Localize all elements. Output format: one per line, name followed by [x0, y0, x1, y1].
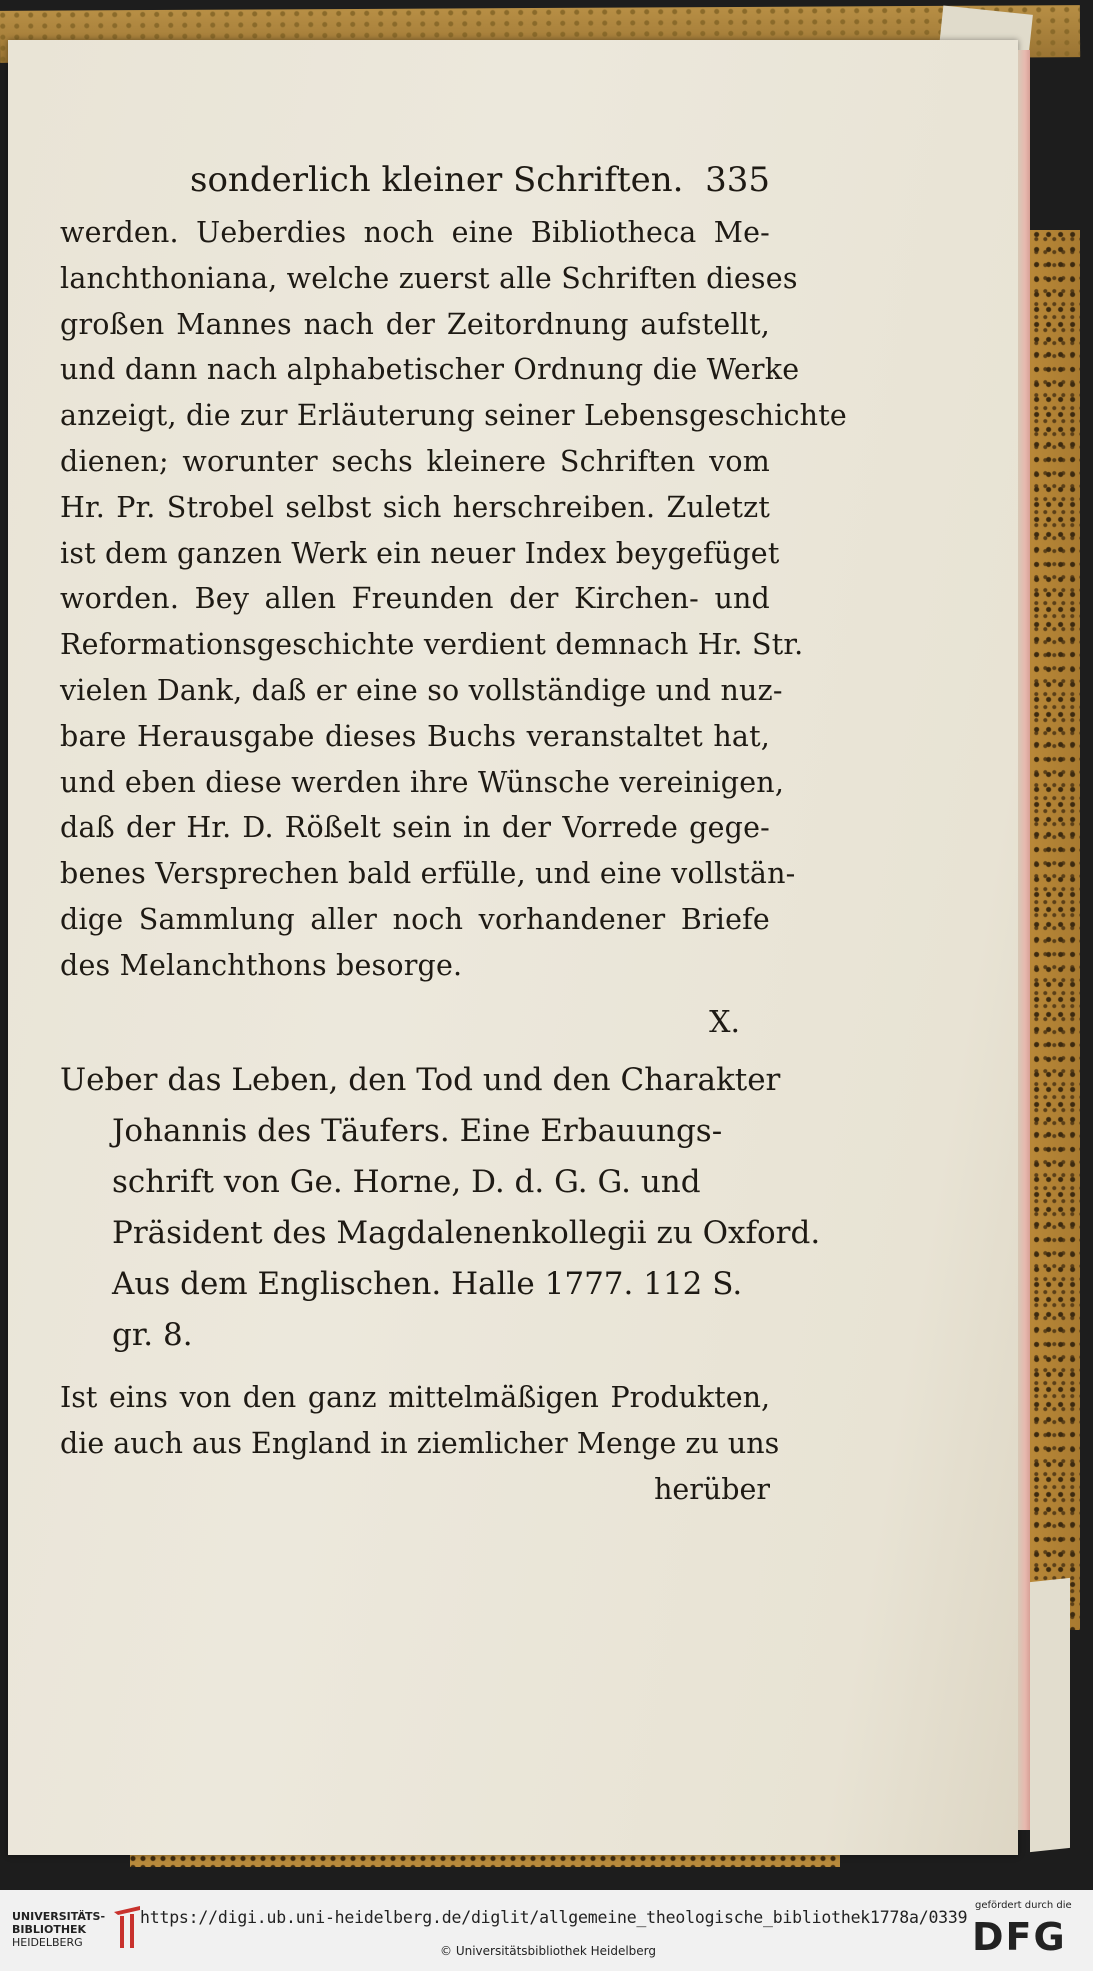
review-text	[60, 1375, 780, 1513]
entry-line: gr. 8.	[112, 1316, 193, 1353]
text-line: anzeigt, die zur Erläuterung seiner Lebensgeschichte	[60, 399, 847, 433]
entry-line: Präsident des Magdalenenkollegii zu Oxford.	[112, 1214, 821, 1251]
red-page-edge	[1018, 50, 1030, 1830]
library-name-line: UNIVERSITÄTS-	[12, 1910, 106, 1923]
library-name-line: HEIDELBERG	[12, 1936, 83, 1949]
copyright-notice: © Universitätsbibliothek Heidelberg	[440, 1944, 657, 1958]
entry-line: schrift von Ge. Horne, D. d. G. G. und	[112, 1163, 701, 1200]
text-line: ist dem ganzen Werk ein neuer Index beygefüget	[60, 536, 780, 570]
body-paragraph	[60, 210, 847, 989]
bibliographic-entry	[60, 1055, 821, 1361]
text-line: worden. Bey allen Freunden der Kirchen- und	[60, 582, 770, 616]
viewer-footer	[0, 1890, 1093, 1971]
catchword: herüber	[654, 1472, 770, 1506]
text-line: vielen Dank, daß er eine so vollständige und nuz-	[60, 673, 783, 707]
dfg-logo[interactable]: DFG	[972, 1915, 1067, 1959]
text-line: und eben diese werden ihre Wünsche vereinigen,	[60, 765, 785, 799]
text-line: lanchthoniana, welche zuerst alle Schriften dieses	[60, 261, 798, 295]
text-line: dienen; worunter sechs kleinere Schriften vom	[60, 444, 770, 478]
text-line: großen Mannes nach der Zeitordnung aufstellt,	[60, 307, 770, 341]
page-flap	[1030, 1578, 1070, 1852]
entry-line: Johannis des Täufers. Eine Erbauungs-	[112, 1112, 723, 1149]
text-line: Reformationsgeschichte verdient demnach Hr. Str.	[60, 628, 804, 662]
funding-caption: gefördert durch die	[975, 1900, 1072, 1911]
entry-line: Ueber das Leben, den Tod und den Charakter	[60, 1061, 781, 1098]
text-line: Ist eins von den ganz mittelmäßigen Produkten,	[60, 1380, 770, 1414]
text-line: werden. Ueberdies noch eine Bibliotheca Me-	[60, 216, 770, 249]
text-line: und dann nach alphabetischer Ordnung die Werke	[60, 353, 800, 387]
running-header	[60, 150, 770, 210]
page-text	[60, 150, 847, 1513]
text-line: Hr. Pr. Strobel selbst sich herschreiben. Zuletzt	[60, 490, 770, 524]
text-line: daß der Hr. D. Rößelt sein in der Vorrede gege-	[60, 811, 770, 845]
running-title: sonderlich kleiner Schriften.	[190, 160, 684, 200]
library-name-line: BIBLIOTHEK	[12, 1923, 87, 1936]
section-number: X.	[709, 1004, 740, 1040]
text-line: dige Sammlung aller noch vorhandener Briefe	[60, 902, 770, 936]
text-line: die auch aus England in ziemlicher Menge zu uns	[60, 1426, 780, 1460]
entry-line: Aus dem Englischen. Halle 1777. 112 S.	[112, 1265, 743, 1302]
page-number: 335	[705, 160, 770, 200]
text-line: bare Herausgabe dieses Buchs veranstaltet hat,	[60, 719, 770, 753]
text-line: des Melanchthons besorge.	[60, 948, 463, 982]
text-line: benes Versprechen bald erfülle, und eine vollstän-	[60, 857, 796, 891]
document-url-link[interactable]: https://digi.ub.uni-heidelberg.de/diglit/allgemeine_theologische_bibliothek1778a/0339	[140, 1908, 968, 1927]
